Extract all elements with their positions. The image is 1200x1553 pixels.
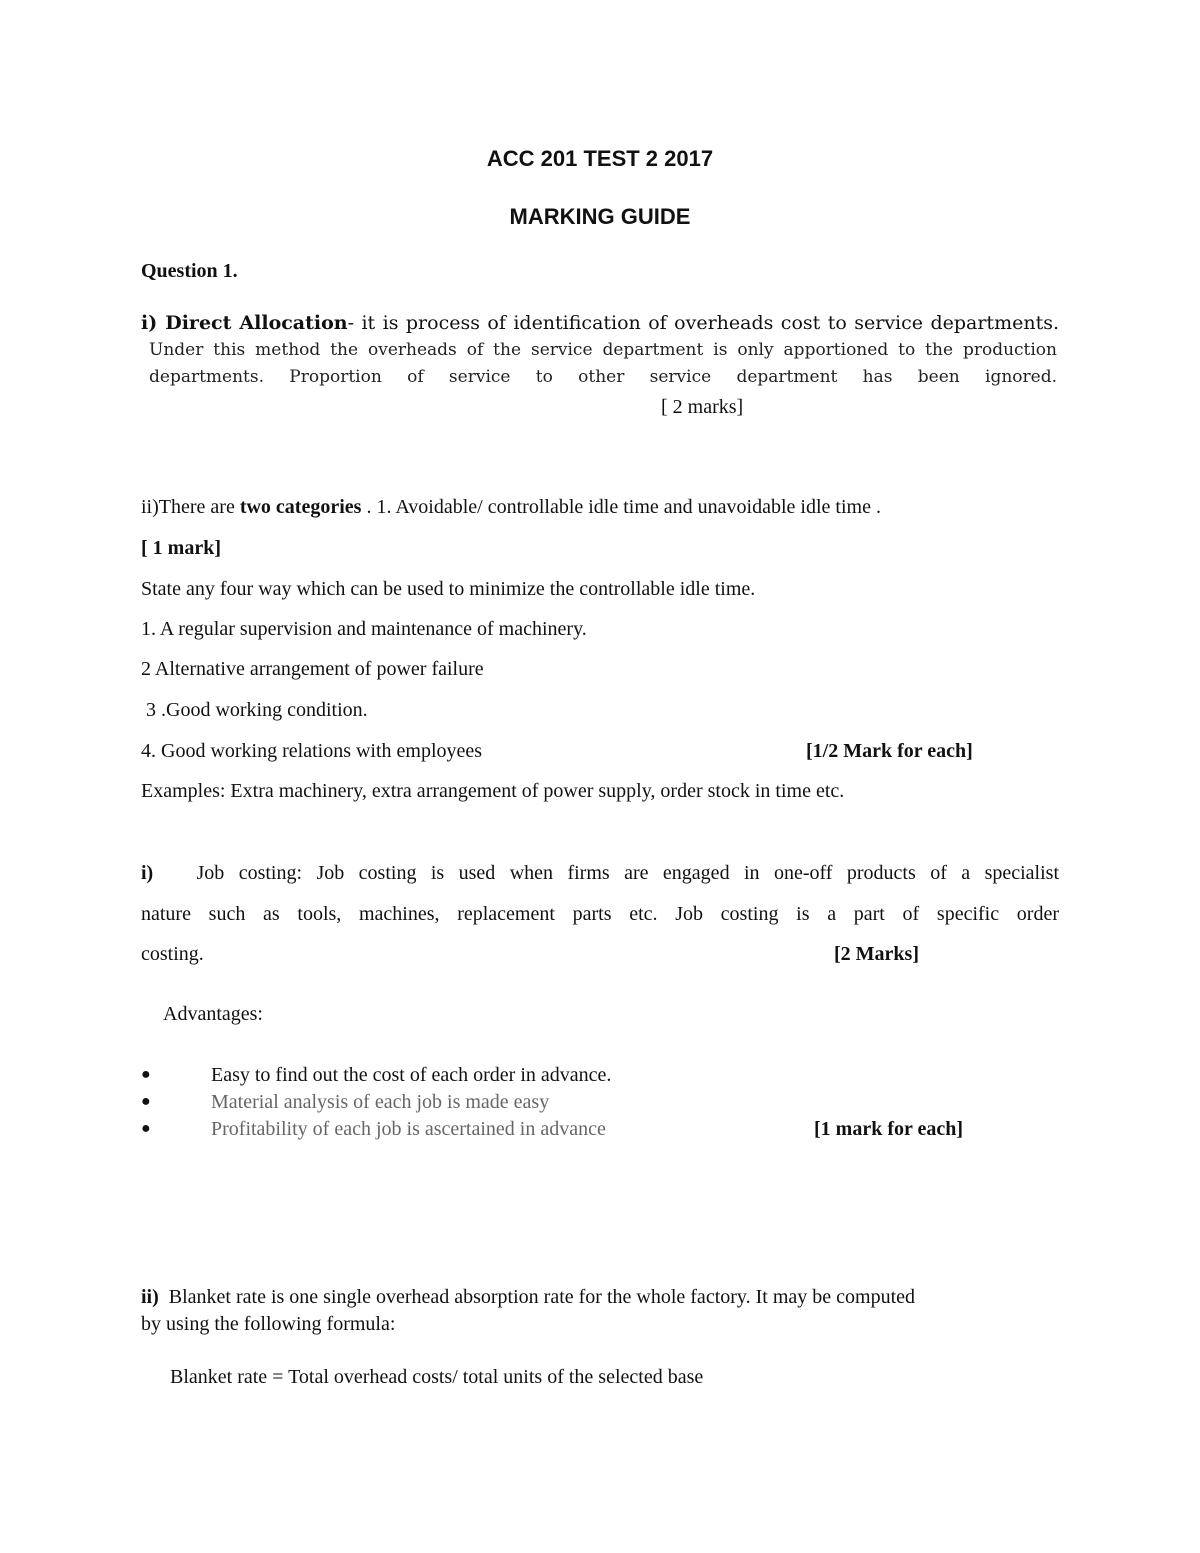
list-item: 1. A regular supervision and maintenance of machinery. xyxy=(141,618,587,640)
job-costing-line-1 xyxy=(141,862,1059,885)
job-costing-line-2: nature such as tools, machines, replacement parts etc. Job costing is a part of specific order xyxy=(141,903,1059,925)
direct-allocation-label: i) xyxy=(141,312,166,334)
direct-allocation-line-3: departments. Proportion of service to other service department has been ignored. xyxy=(149,367,1057,387)
document-title: ACC 201 TEST 2 2017 xyxy=(486,146,714,171)
question-heading: Question 1. xyxy=(141,260,238,282)
direct-allocation-line-2: Under this method the overheads of the service department is only apportioned to the production xyxy=(149,340,1057,360)
direct-allocation-definition: - it is process of identification of overheads cost to service departments. xyxy=(347,312,1059,334)
bullet-icon: ● xyxy=(141,1066,151,1083)
items-marks: [1/2 Mark for each] xyxy=(806,740,973,762)
blanket-rate-label: ii) xyxy=(141,1286,159,1308)
document-subtitle: MARKING GUIDE xyxy=(509,204,691,229)
blanket-rate-line-2: by using the following formula: xyxy=(141,1313,396,1335)
blanket-rate-definition: Blanket rate is one single overhead absorption rate for the whole factory. It may be computed xyxy=(168,1286,916,1308)
list-item: 4. Good working relations with employees xyxy=(141,740,483,762)
advantages-marks: [1 mark for each] xyxy=(814,1118,964,1140)
direct-allocation-term: Direct Allocation xyxy=(165,312,348,334)
direct-allocation-line-1 xyxy=(141,312,1059,334)
blanket-rate-formula: Blanket rate = Total overhead costs/ total units of the selected base xyxy=(170,1366,704,1388)
minimize-prompt: State any four way which can be used to minimize the controllable idle time. xyxy=(141,578,756,600)
idle-time-categories xyxy=(141,496,881,519)
job-costing-label: i) xyxy=(141,862,154,884)
categories-bold: two categories xyxy=(239,496,362,518)
categories-marks: [ 1 mark] xyxy=(141,537,221,559)
job-costing-marks: [2 Marks] xyxy=(834,943,919,965)
bullet-icon: ● xyxy=(141,1093,151,1110)
direct-allocation-marks: [ 2 marks] xyxy=(661,396,744,418)
examples-line: Examples: Extra machinery, extra arrangement of power supply, order stock in time etc. xyxy=(141,780,845,802)
categories-rest: . 1. Avoidable/ controllable idle time and unavoidable idle time . xyxy=(361,496,881,518)
advantage-item: Easy to find out the cost of each order in advance. xyxy=(211,1064,612,1086)
job-costing-line-3: costing. xyxy=(141,943,204,965)
list-item: 2 Alternative arrangement of power failure xyxy=(141,658,484,680)
advantage-item: Material analysis of each job is made easy xyxy=(211,1091,550,1113)
advantage-item: Profitability of each job is ascertained in advance xyxy=(211,1118,606,1140)
blanket-rate-line-1 xyxy=(141,1286,915,1309)
advantages-label: Advantages: xyxy=(163,1003,263,1025)
bullet-icon: ● xyxy=(141,1120,151,1137)
list-item: 3 .Good working condition. xyxy=(141,699,368,721)
categories-prefix: ii)There are xyxy=(141,496,240,518)
job-costing-definition: Job costing: Job costing is used when firms are engaged in one-off products of a specialist xyxy=(196,862,1059,884)
